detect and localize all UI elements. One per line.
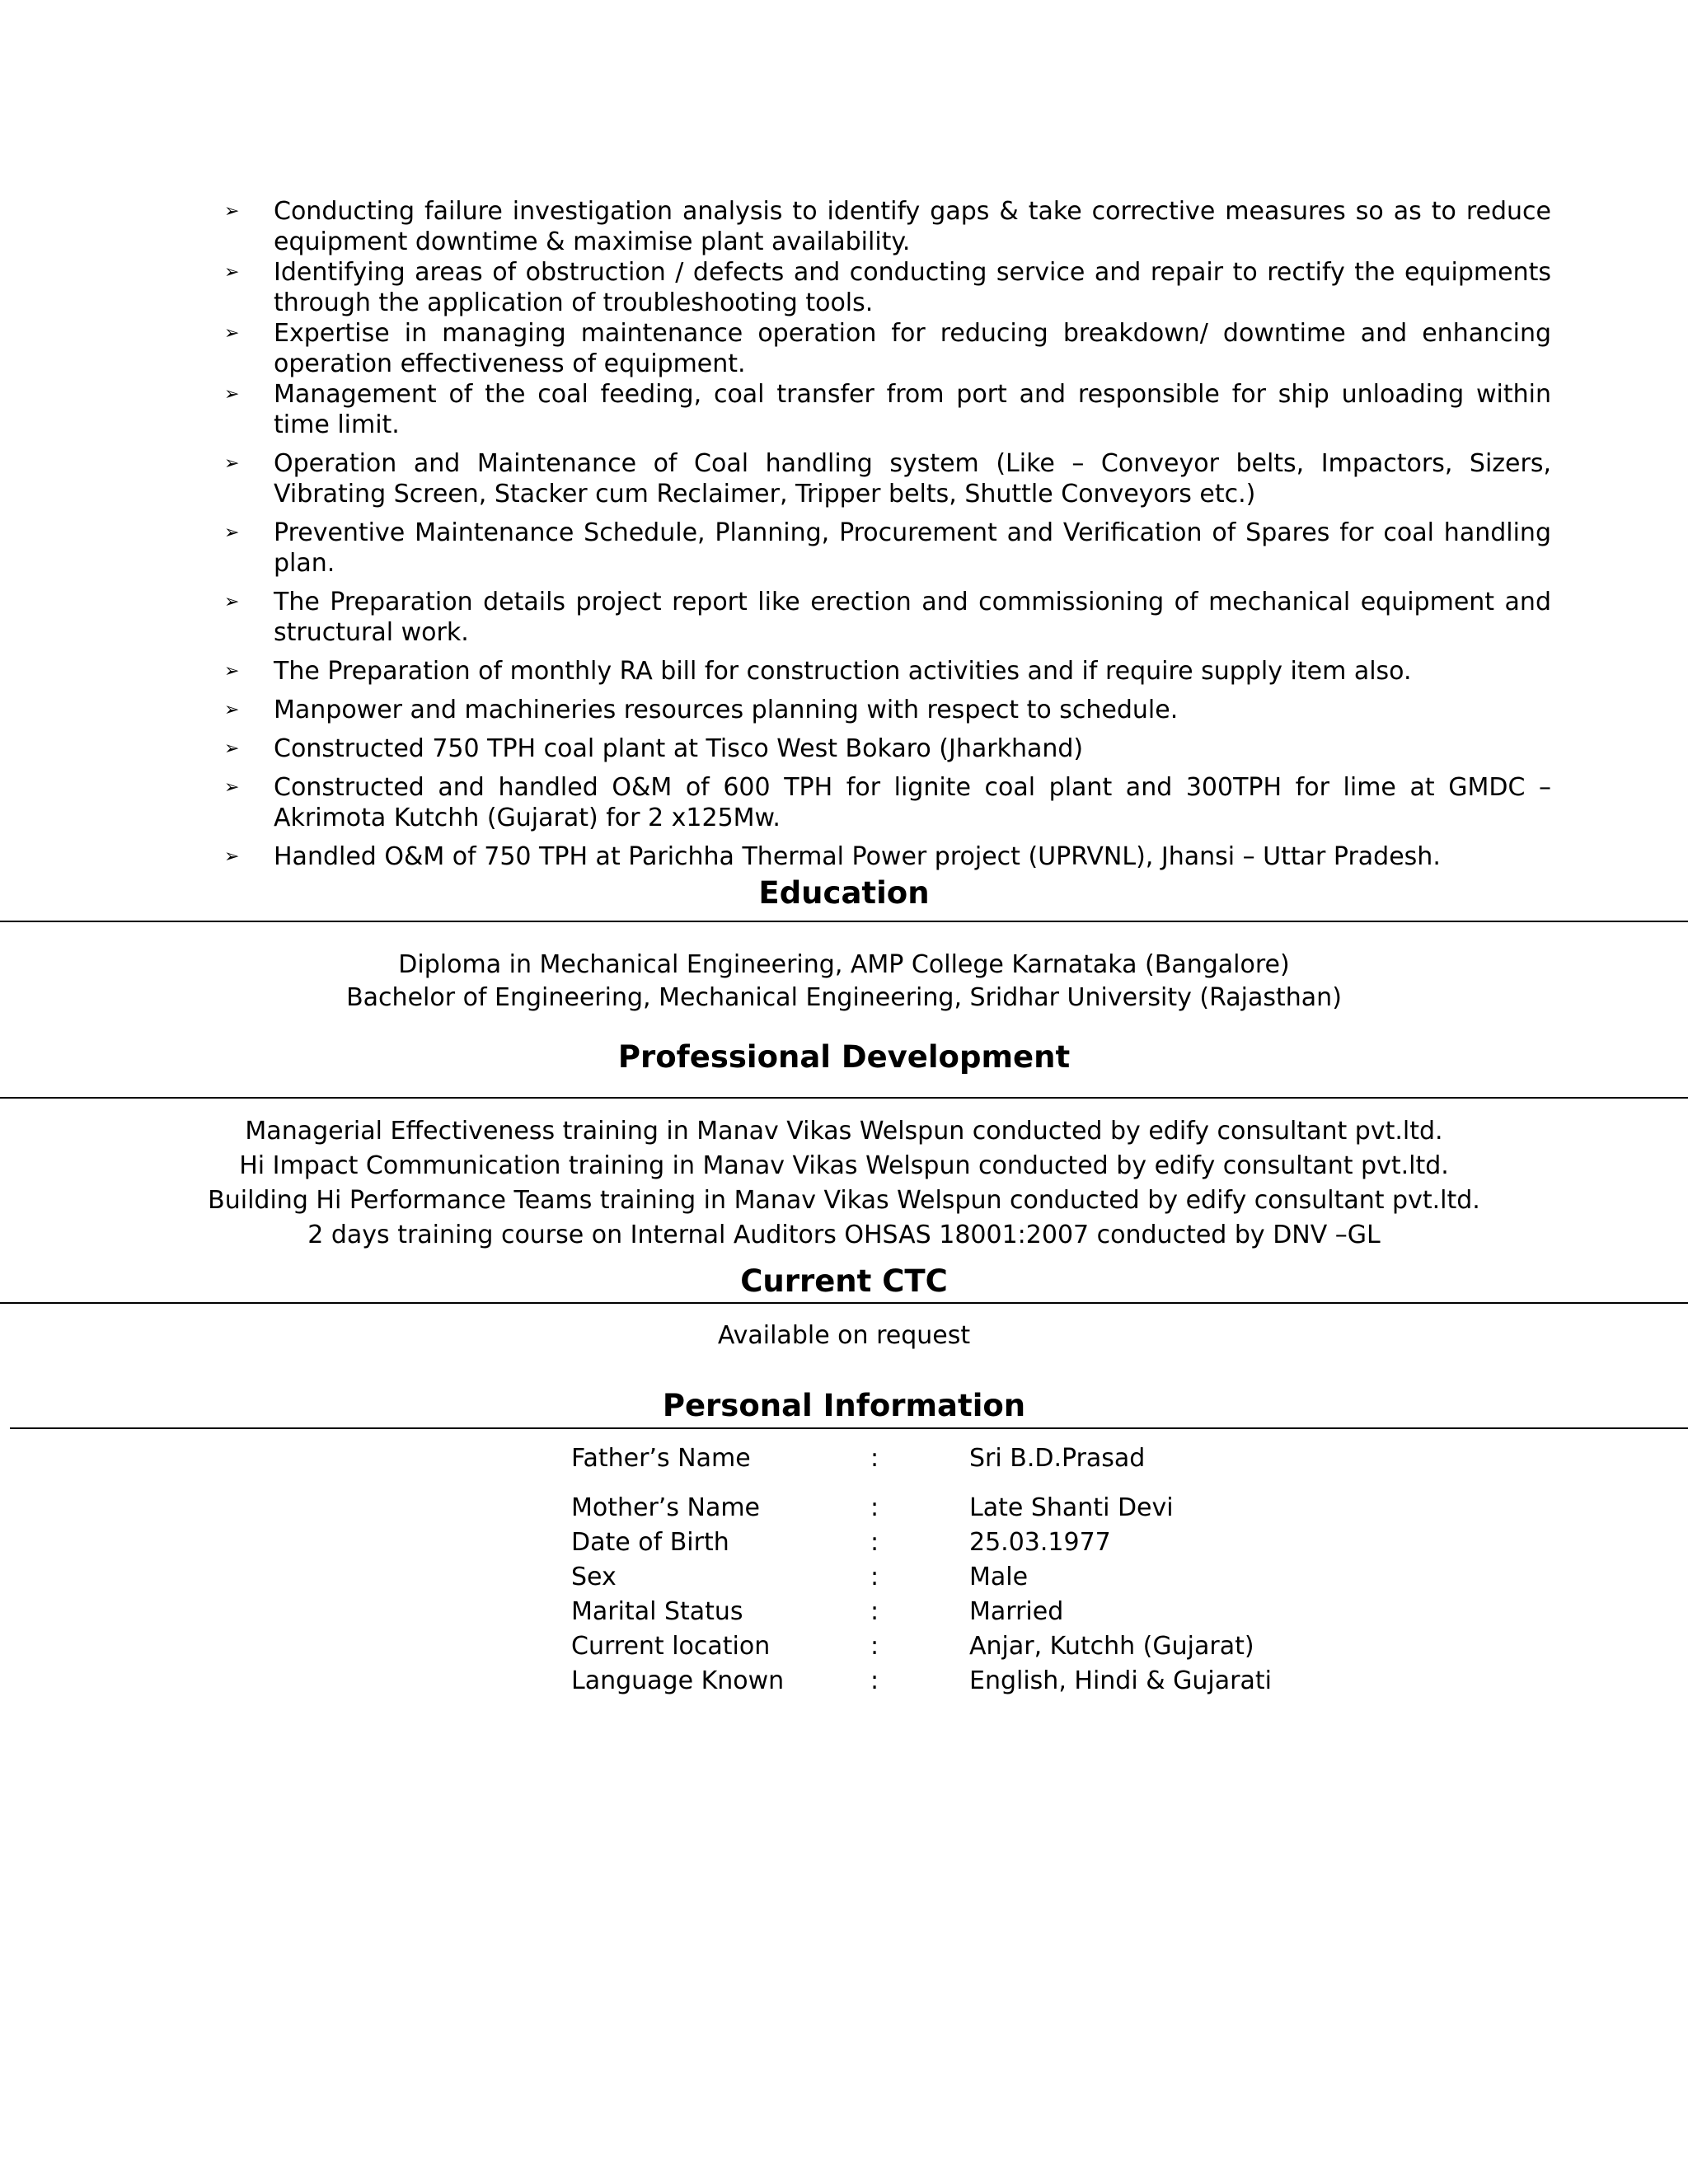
table-row <box>571 1525 1272 1559</box>
list-item <box>223 379 1551 440</box>
arrowhead-bullet-icon: ➢ <box>224 661 240 682</box>
arrowhead-bullet-icon: ➢ <box>224 453 240 474</box>
list-item <box>223 733 1551 764</box>
list-item-text: Conducting failure investigation analysis to identify gaps & take corrective measures so as to reduce equipment downtime & maximise plant availability. <box>274 197 1551 256</box>
current-ctc-value: Available on request <box>717 1321 971 1350</box>
field-label: Date of Birth <box>571 1527 729 1557</box>
list-item <box>223 656 1551 687</box>
list-item-text: Constructed 750 TPH coal plant at Tisco West Bokaro (Jharkhand) <box>274 734 1084 763</box>
list-item <box>223 318 1551 379</box>
section-divider <box>10 1427 1688 1429</box>
responsibilities-list <box>223 196 1551 880</box>
field-separator: : <box>870 1631 879 1661</box>
list-item <box>223 587 1551 648</box>
field-value: English, Hindi & Gujarati <box>969 1666 1272 1695</box>
list-item-text: Constructed and handled O&M of 600 TPH for lignite coal plant and 300TPH for lime at GMDC –Akrimota Kutchh (Gujarat) for 2 x125Mw. <box>274 773 1551 832</box>
field-label: Father’s Name <box>571 1444 751 1473</box>
list-item-text: Operation and Maintenance of Coal handling system (Like – Conveyor belts, Impactors, Sizers, Vibrating Screen, Stacker cum Reclaimer, Tripper belts, Shuttle Conveyors etc.) <box>274 449 1551 509</box>
personal-information-heading: Personal Information <box>662 1388 1026 1423</box>
arrowhead-bullet-icon: ➢ <box>224 700 240 720</box>
field-value: Married <box>969 1596 1064 1626</box>
section-divider <box>0 921 1688 922</box>
arrowhead-bullet-icon: ➢ <box>224 323 240 344</box>
list-item-text: Preventive Maintenance Schedule, Planning, Procurement and Verification of Spares for coal handling plan. <box>274 518 1551 578</box>
table-row <box>571 1441 1272 1490</box>
list-item <box>223 257 1551 318</box>
training-item: 2 days training course on Internal Auditors OHSAS 18001:2007 conducted by DNV –GL <box>307 1221 1381 1249</box>
field-label: Current location <box>571 1631 771 1661</box>
field-value: Anjar, Kutchh (Gujarat) <box>969 1631 1254 1661</box>
list-item <box>223 841 1551 872</box>
list-item <box>223 196 1551 257</box>
table-row <box>571 1594 1272 1629</box>
arrowhead-bullet-icon: ➢ <box>224 262 240 283</box>
field-label: Sex <box>571 1562 617 1591</box>
training-item: Hi Impact Communication training in Manav Vikas Welspun conducted by edify consultant pvt.ltd. <box>239 1151 1449 1180</box>
field-value: Sri B.D.Prasad <box>969 1444 1146 1473</box>
professional-development-heading: Professional Development <box>617 1039 1071 1075</box>
list-item-text: Expertise in managing maintenance operation for reducing breakdown/ downtime and enhancing operation effectiveness of equipment. <box>274 319 1551 378</box>
field-separator: : <box>870 1562 879 1591</box>
list-item <box>223 518 1551 579</box>
list-item <box>223 772 1551 833</box>
field-value: Male <box>969 1562 1029 1591</box>
field-separator: : <box>870 1444 879 1473</box>
list-item-text: The Preparation details project report like erection and commissioning of mechanical equipment and structural work. <box>274 588 1551 647</box>
training-item: Building Hi Performance Teams training in Manav Vikas Welspun conducted by edify consultant pvt.ltd. <box>208 1186 1480 1215</box>
field-label: Marital Status <box>571 1596 743 1626</box>
field-separator: : <box>870 1666 879 1695</box>
section-divider <box>0 1302 1688 1304</box>
arrowhead-bullet-icon: ➢ <box>224 846 240 867</box>
arrowhead-bullet-icon: ➢ <box>224 777 240 798</box>
field-value: 25.03.1977 <box>969 1527 1111 1557</box>
training-item: Managerial Effectiveness training in Manav Vikas Welspun conducted by edify consultant pvt.ltd. <box>245 1117 1443 1146</box>
personal-information-table <box>571 1441 1272 1698</box>
list-item <box>223 695 1551 725</box>
field-separator: : <box>870 1596 879 1626</box>
section-divider <box>0 1097 1688 1099</box>
list-item-text: The Preparation of monthly RA bill for construction activities and if require supply item also. <box>274 657 1412 686</box>
list-item-text: Identifying areas of obstruction / defects and conducting service and repair to rectify the equipments through the application of troubleshooting tools. <box>274 258 1551 317</box>
professional-development-list <box>0 1114 1688 1253</box>
table-row <box>571 1663 1272 1698</box>
education-heading: Education <box>758 875 930 911</box>
table-row <box>571 1559 1272 1594</box>
arrowhead-bullet-icon: ➢ <box>224 201 240 222</box>
list-item-text: Handled O&M of 750 TPH at Parichha Thermal Power project (UPRVNL), Jhansi – Uttar Pradesh. <box>274 842 1441 871</box>
field-separator: : <box>870 1527 879 1557</box>
arrowhead-bullet-icon: ➢ <box>224 523 240 543</box>
arrowhead-bullet-icon: ➢ <box>224 384 240 405</box>
table-row <box>571 1490 1272 1525</box>
table-row <box>571 1629 1272 1663</box>
field-label: Mother’s Name <box>571 1493 761 1522</box>
arrowhead-bullet-icon: ➢ <box>224 738 240 759</box>
list-item-text: Management of the coal feeding, coal transfer from port and responsible for ship unloading within time limit. <box>274 380 1551 439</box>
field-value: Late Shanti Devi <box>969 1493 1174 1522</box>
field-separator: : <box>870 1493 879 1522</box>
list-item <box>223 448 1551 509</box>
education-item: Bachelor of Engineering, Mechanical Engineering, Sridhar University (Rajasthan) <box>346 983 1342 1012</box>
education-item: Diploma in Mechanical Engineering, AMP College Karnataka (Bangalore) <box>398 950 1290 979</box>
field-label: Language Known <box>571 1666 785 1695</box>
list-item-text: Manpower and machineries resources planning with respect to schedule. <box>274 696 1179 724</box>
education-list <box>0 949 1688 1015</box>
current-ctc-heading: Current CTC <box>740 1263 948 1299</box>
arrowhead-bullet-icon: ➢ <box>224 592 240 612</box>
